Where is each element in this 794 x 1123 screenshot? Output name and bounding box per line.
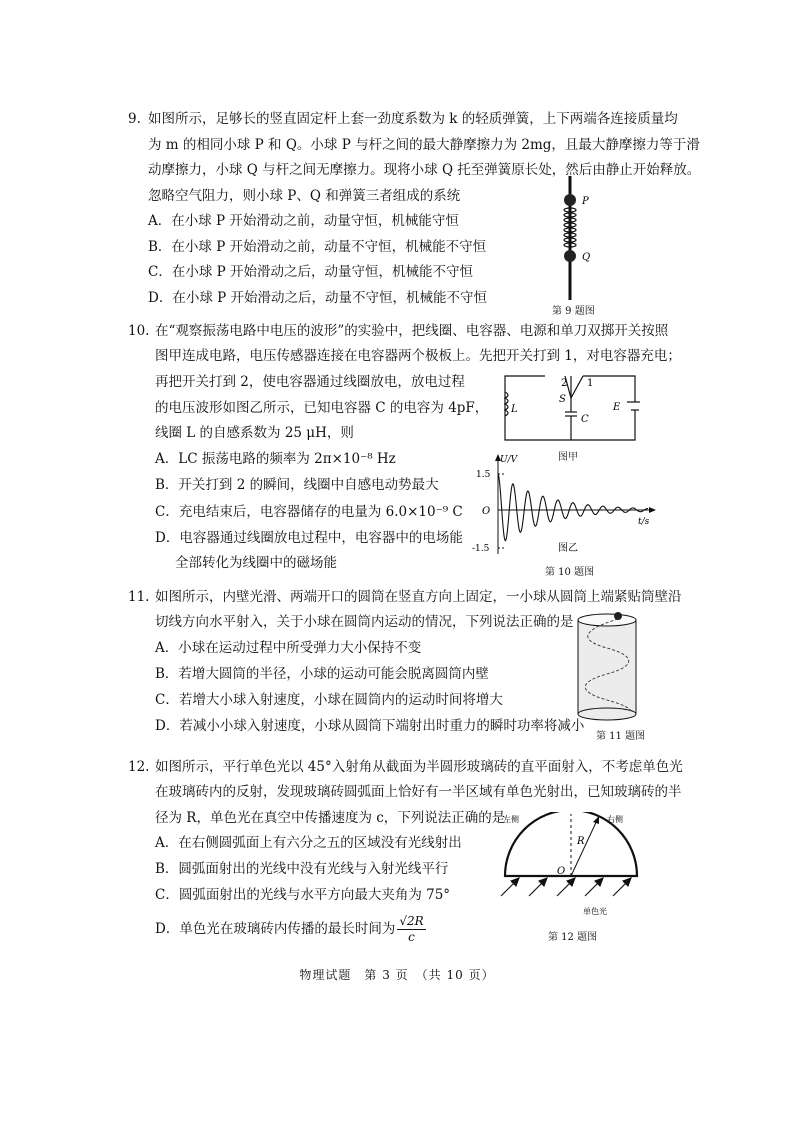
q10-stem-line-3: 再把开关打到 2，使电容器通过线圈放电，放电过程 bbox=[155, 374, 465, 390]
q11-number: 11. bbox=[128, 589, 150, 605]
q11-option-a: A．小球在运动过程中所受弹力大小保持不变 bbox=[155, 640, 422, 656]
q12-label-light: 单色光 bbox=[583, 907, 607, 916]
q12-number: 12. bbox=[128, 759, 150, 775]
q12-semicircle-figure bbox=[495, 812, 650, 922]
q12-option-c: C．圆弧面射出的光线与水平方向最大夹角为 75° bbox=[155, 887, 451, 903]
q10-label-c: C bbox=[581, 414, 589, 425]
q9-option-a: A．在小球 P 开始滑动之前，动量守恒，机械能守恒 bbox=[148, 213, 459, 229]
q9-stem-line-2: 为 m 的相同小球 P 和 Q。小球 P 与杆之间的最大静摩擦力为 2mg，且最大静摩擦力等于滑 bbox=[148, 137, 700, 153]
q10-label-s: S bbox=[559, 394, 566, 405]
q10-graph-ymin: -1.5 bbox=[472, 544, 490, 554]
q12-label-r: R bbox=[577, 836, 585, 847]
q10-circuit-caption: 图甲 bbox=[558, 452, 578, 463]
q10-graph-xlabel: t/s bbox=[638, 517, 650, 527]
q11-stem-line-2: 切线方向水平射入，关于小球在圆筒内运动的情况，下列说法正确的是 bbox=[155, 614, 574, 630]
q10-stem-line-1: 在“观察振荡电路中电压的波形”的实验中，把线圈、电容器、电源和单刀双掷开关按照 bbox=[155, 323, 669, 339]
q10-label-l: L bbox=[511, 404, 518, 415]
q11-stem-line-1: 如图所示，内壁光滑、两端开口的圆筒在竖直方向上固定，一小球从圆筒上端紧贴筒壁沿 bbox=[155, 589, 682, 605]
q10-graph-origin: O bbox=[482, 506, 491, 517]
q12-label-right: 右侧 bbox=[607, 815, 623, 824]
q9-option-d: D．在小球 P 开始滑动之后，动量不守恒，机械能不守恒 bbox=[148, 290, 487, 306]
q9-number: 9. bbox=[128, 111, 141, 127]
q10-waveform-figure bbox=[470, 452, 660, 560]
q12-fraction-denominator: c bbox=[408, 930, 415, 944]
q10-stem-line-5: 线圈 L 的自感系数为 25 μH，则 bbox=[155, 425, 354, 441]
q10-stem-line-2: 图甲连成电路，电压传感器连接在电容器两个极板上。先把开关打到 1，对电容器充电； bbox=[155, 348, 681, 364]
q10-stem-line-4: 的电压波形如图乙所示，已知电容器 C 的电容为 4pF， bbox=[155, 400, 489, 416]
q12-label-left: 左侧 bbox=[503, 815, 519, 824]
q9-stem-line-1: 如图所示，足够长的竖直固定杆上套一劲度系数为 k 的轻质弹簧，上下两端各连接质量均 bbox=[148, 111, 678, 127]
q11-option-b: B．若增大圆筒的半径，小球的运动可能会脱离圆筒内壁 bbox=[155, 666, 489, 682]
q10-option-d-cont: 全部转化为线圈中的磁场能 bbox=[175, 555, 337, 571]
q9-spring-figure bbox=[545, 174, 605, 302]
q10-caption: 第 10 题图 bbox=[545, 567, 595, 578]
q12-caption: 第 12 题图 bbox=[548, 932, 598, 943]
q9-stem-line-4: 忽略空气阻力，则小球 P、Q 和弹簧三者组成的系统 bbox=[148, 188, 461, 204]
q12-stem-line-3: 径为 R，单色光在真空中传播速度为 c，下列说法正确的是 bbox=[155, 810, 506, 826]
q12-option-d bbox=[155, 912, 426, 946]
q9-option-b: B．在小球 P 开始滑动之前，动量不守恒，机械能不守恒 bbox=[148, 239, 487, 255]
q9-label-q: Q bbox=[582, 252, 591, 263]
q10-number: 10. bbox=[128, 323, 150, 339]
q12-option-d-fraction bbox=[397, 914, 425, 945]
q9-caption: 第 9 题图 bbox=[552, 306, 595, 317]
q10-option-b: B．开关打到 2 的瞬间，线圈中自感电动势最大 bbox=[155, 477, 439, 493]
q10-option-a: A．LC 振荡电路的频率为 2π×10⁻⁸ Hz bbox=[155, 451, 396, 467]
q10-graph-caption: 图乙 bbox=[558, 543, 578, 554]
q11-option-c: C．若增大小球入射速度，小球在圆筒内的运动时间将增大 bbox=[155, 692, 503, 708]
q11-option-d: D．若减小小球入射速度，小球从圆筒下端射出时重力的瞬时功率将减小 bbox=[155, 718, 585, 734]
q10-label-1: 1 bbox=[587, 378, 594, 389]
q12-option-b: B．圆弧面射出的光线中没有光线与入射光线平行 bbox=[155, 861, 449, 877]
q12-option-d-text: D．单色光在玻璃砖内传播的最长时间为 bbox=[155, 921, 396, 937]
q11-caption: 第 11 题图 bbox=[596, 731, 646, 742]
q9-label-p: P bbox=[582, 196, 589, 207]
q10-option-d: D．电容器通过线圈放电过程中，电容器中的电场能 bbox=[155, 530, 463, 546]
page-footer: 物理试题 第 3 页 （共 10 页） bbox=[299, 968, 495, 982]
q10-option-c: C．充电结束后，电容器储存的电量为 6.0×10⁻⁹ C bbox=[155, 504, 463, 520]
q12-option-a: A．在右侧圆弧面上有六分之五的区域没有光线射出 bbox=[155, 835, 462, 851]
q10-graph-ylabel: U/V bbox=[500, 455, 518, 465]
q10-waveform-curve bbox=[498, 474, 648, 541]
q12-fraction-numerator: √2R bbox=[399, 914, 424, 928]
q12-stem-line-1: 如图所示，平行单色光以 45°入射角从截面为半圆形玻璃砖的直平面射入，不考虑单色光 bbox=[155, 759, 683, 775]
q10-label-e: E bbox=[613, 402, 621, 413]
q12-label-o: O bbox=[557, 866, 566, 877]
q10-label-2: 2 bbox=[561, 378, 568, 389]
q9-option-c: C．在小球 P 开始滑动之后，动量守恒，机械能不守恒 bbox=[148, 264, 473, 280]
q11-cylinder-figure bbox=[572, 606, 642, 724]
q9-stem-line-3: 动摩擦力，小球 Q 与杆之间无摩擦力。现将小球 Q 托至弹簧原长处，然后由静止开始释放。 bbox=[148, 162, 701, 178]
q12-stem-line-2: 在玻璃砖内的反射，发现玻璃砖圆弧面上恰好有一半区域有单色光射出，已知玻璃砖的半 bbox=[155, 784, 682, 800]
q10-graph-ymax: 1.5 bbox=[476, 470, 491, 480]
